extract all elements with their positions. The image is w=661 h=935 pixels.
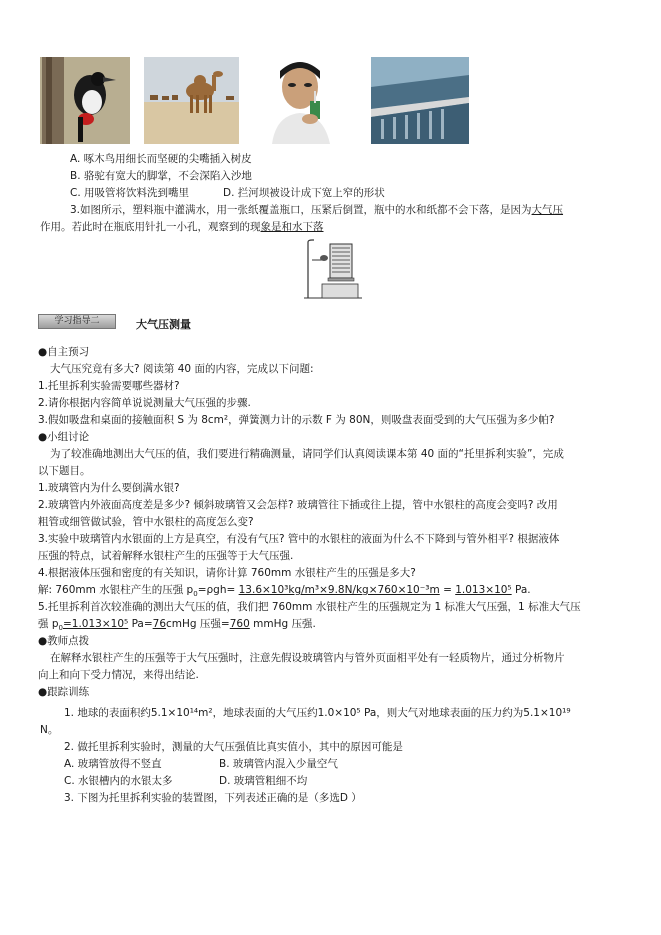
- practice-q3-text: 3. 下图为托里拆利实验的装置图，下列表述正确的是（多选: [64, 792, 340, 804]
- q4-ans-formula: =ρgh=: [197, 584, 236, 596]
- q4-ans-prefix: 解: 760mm 水银柱产生的压强 p: [38, 584, 194, 596]
- q3-line1: [70, 203, 563, 217]
- self-preview-intro: 大气压究竟有多大? 阅读第 40 面的内容，完成以下问题:: [50, 363, 314, 375]
- practice-q2-b: B. 玻璃管内混入少量空气: [219, 758, 338, 770]
- group-q3b: 压强的特点，试着解释水银柱产生的压强等于大气压强.: [38, 550, 294, 562]
- practice-q3-end: ）: [351, 792, 362, 804]
- q4-ans-result: 1.013×10⁵: [455, 584, 512, 596]
- group-q1: 1.玻璃管内为什么要倒满水银?: [38, 482, 180, 494]
- q5b-val3: 760: [229, 618, 250, 630]
- group-q3a: 3.实验中玻璃管内水银面的上方是真空，有没有气压? 管中的水银柱的液面为什么不下降到与管外相平? 根据液体: [38, 533, 560, 545]
- group-intro-2: 以下题目。: [38, 465, 91, 477]
- group-q4-answer: 解: 760mm 水银柱产生的压强 $p_0=\rho gh= 13.6\times 10^3kg/m^3\times 9.8N/kg\times 760\times 10^{-3}m = 1.013\times 10^5$ Pa.: [38, 584, 531, 599]
- q5b-val1: =1.013×10⁵: [62, 618, 129, 630]
- section-tag: 学习指导二: [38, 314, 116, 329]
- q4-ans-unit: Pa.: [515, 584, 531, 596]
- q4-ans-values: 13.6×10³kg/m³×9.8N/kg×760×10⁻³m: [238, 584, 440, 596]
- option-c: C. 用吸管将饮料洗到嘴里: [70, 187, 190, 199]
- self-preview-q2: 2.请你根据内容简单说说测量大气压强的步骤.: [38, 397, 251, 409]
- practice-q1-b: 5.1×10¹⁴m²，地球表面的大气压约: [150, 707, 318, 719]
- self-preview-heading: ●自主预习: [38, 346, 90, 358]
- group-heading: ●小组讨论: [38, 431, 90, 443]
- teacher-line2: 向上和向下受力情况，来得出结论.: [38, 669, 199, 681]
- group-q2b: 粗管或细管做试验，管中水银柱的高度怎么变?: [38, 516, 254, 528]
- self-preview-q1: 1.托里拆利实验需要哪些器材?: [38, 380, 180, 392]
- q3-text-2: 作用。若此时在瓶底用针扎一小孔，观察到的现: [40, 221, 261, 233]
- woodpecker-photo: [40, 57, 130, 144]
- q4-ans-eq: =: [443, 584, 452, 596]
- teacher-heading: ●教师点拨: [38, 635, 90, 647]
- practice-q2: 2. 做托里拆利实验时，测量的大气压强值比真实值小，其中的原因可能是: [64, 741, 403, 753]
- practice-q1-a: 1. 地球的表面积约: [64, 707, 151, 719]
- practice-q1: [64, 706, 571, 720]
- q3-text: 3.如图所示，塑料瓶中灌满水，用一张纸覆盖瓶口，压紧后倒置，瓶中的水和纸都不会下落，是因为: [70, 204, 532, 216]
- q3-line2: [40, 220, 324, 234]
- practice-heading: ●跟踪训练: [38, 686, 90, 698]
- practice-q1-unit: N。: [40, 724, 59, 736]
- practice-q2-a: A. 玻璃管放得不竖直: [64, 758, 162, 770]
- practice-q1-c: 1.0×10⁵ Pa，则大气对地球表面的压力约为: [317, 707, 524, 719]
- self-preview-q3: 3.假如吸盘和桌面的接触面积 S 为 8cm²，弹簧测力计的示数 F 为 80N，则吸盘表面受到的大气压强为多少帕?: [38, 414, 555, 426]
- practice-q2-d: D. 玻璃管粗细不均: [219, 775, 308, 787]
- practice-q3-answer: D: [339, 792, 348, 804]
- q5b-mid: Pa=: [131, 618, 153, 630]
- boy-drinking-photo: [266, 57, 338, 144]
- camel-photo: [144, 57, 239, 144]
- q3-text-2b: 象是: [260, 221, 282, 233]
- practice-q3: [64, 791, 362, 805]
- teacher-line1: 在解释水银柱产生的压强等于大气压强时，注意先假设玻璃管内与管外页面相平处有一轻质物片，通过分析物片: [50, 652, 565, 664]
- section-title: 大气压测量: [136, 318, 191, 331]
- practice-q1-d: 5.1×10¹⁹: [523, 707, 571, 719]
- dam-photo: [371, 57, 469, 144]
- q5b-unit2: mmHg 压强.: [253, 618, 316, 630]
- option-a: A. 啄木鸟用细长而坚硬的尖嘴插入树皮: [70, 153, 252, 165]
- q5b-prefix: 强 p: [38, 618, 59, 630]
- q5b-val2: 76: [152, 618, 167, 630]
- option-b: B. 骆驼有宽大的脚掌，不会深陷入沙地: [70, 170, 252, 182]
- bottle-figure: [300, 238, 366, 302]
- group-q4: 4.根据液体压强和密度的有关知识，请你计算 760mm 水银柱产生的压强是多大?: [38, 567, 416, 579]
- group-intro-1: 为了较准确地测出大气压的值，我们要进行精确测量，请同学们认真阅读课本第 40 面的“托里拆利实验”，完成: [50, 448, 564, 460]
- group-q2a: 2.玻璃管内外液面高度差是多少? 倾斜玻璃管又会怎样? 玻璃管往下插或往上提，管中水银柱的高度会变吗? 改用: [38, 499, 558, 511]
- group-q5a: 5.托里拆利首次较准确的测出大气压的值，我们把 760mm 水银柱产生的压强规定为 1 标准大气压强，1 标准大气压: [38, 601, 581, 613]
- q3-answer-1: 大气压: [531, 204, 564, 216]
- option-d: D. 拦河坝被设计成下宽上窄的形状: [223, 187, 385, 199]
- q3-answer-2: 和水下落: [281, 221, 324, 233]
- q5b-unit1: cmHg 压强=: [166, 618, 230, 630]
- group-q5b: 强 $p_0=1.013\times 10^5$ Pa=76cmHg 压强=760 mmHg 压强.: [38, 618, 316, 633]
- practice-q2-c: C. 水银槽内的水银太多: [64, 775, 173, 787]
